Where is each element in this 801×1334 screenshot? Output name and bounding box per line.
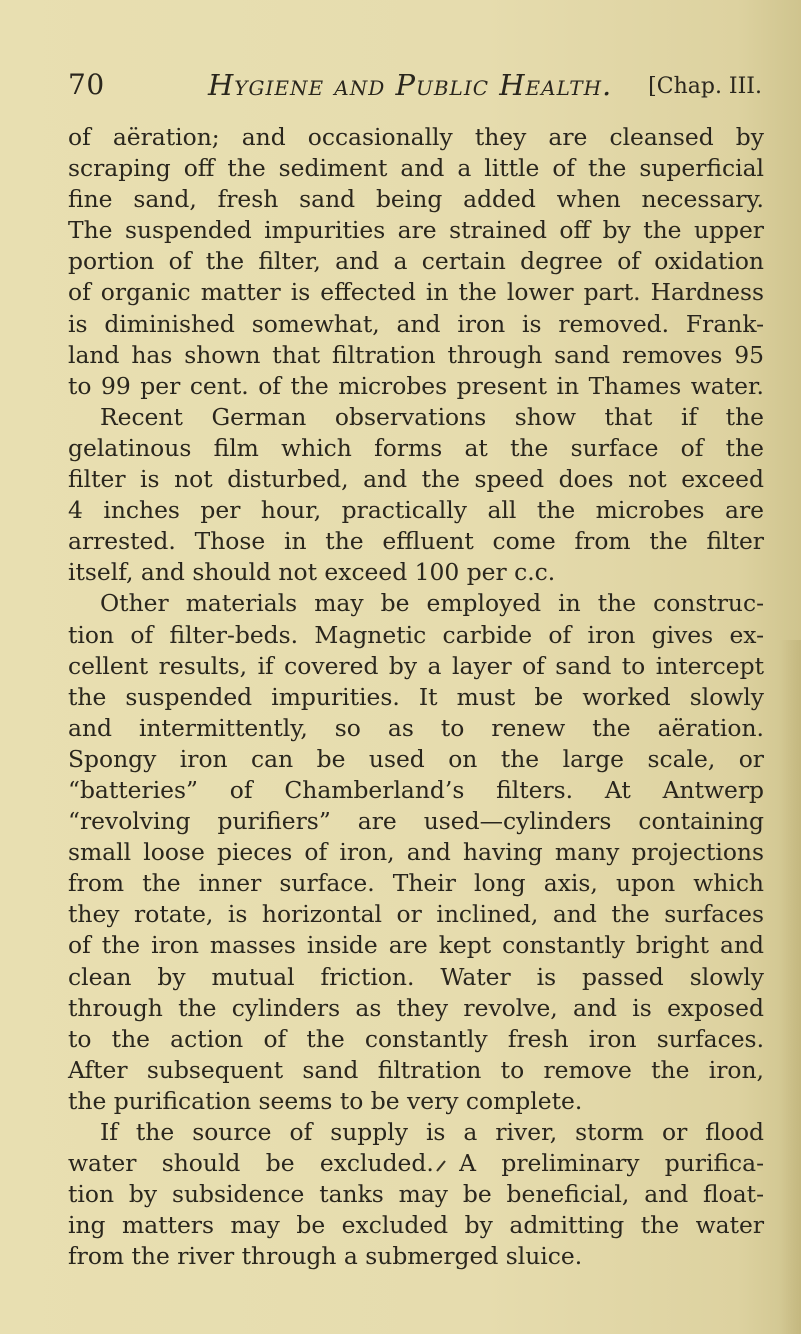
text-line: they rotate, is horizontal or inclined, and the surfaces <box>68 900 764 929</box>
text-line: arrested. Those in the effluent come from the filter <box>68 527 764 556</box>
paragraph-end-line: from the river through a submerged sluice. <box>68 1242 583 1271</box>
text-line: is diminished somewhat, and iron is removed. Frank- <box>68 309 764 338</box>
text-line: 4 inches per hour, practically all the microbes are <box>68 496 764 525</box>
text-line: fine sand, fresh sand being added when necessary. <box>68 185 764 214</box>
print-mark-icon <box>436 1160 446 1172</box>
paragraph-start-line: If the source of supply is a river, storm or flood <box>100 1118 764 1146</box>
text-line: tion by subsidence tanks may be beneficial, and float- <box>68 1180 764 1209</box>
text-line: to 99 per cent. of the microbes present in Thames water. <box>68 371 764 400</box>
text-line: Spongy iron can be used on the large scale, or <box>68 744 764 773</box>
text-line: from the inner surface. Their long axis, upon which <box>68 869 764 898</box>
text-line: of organic matter is effected in the lower part. Hardness <box>68 278 764 307</box>
text-line: The suspended impurities are strained off by the upper <box>68 216 764 245</box>
body-text <box>68 122 764 1272</box>
text-line: ing matters may be excluded by admitting the water <box>68 1211 764 1240</box>
text-line: the suspended impurities. It must be worked slowly <box>68 682 764 711</box>
text-line: cellent results, if covered by a layer of sand to intercept <box>68 651 764 680</box>
text-line: to the action of the constantly fresh iron surfaces. <box>68 1024 764 1053</box>
page-number: 70 <box>68 68 105 101</box>
text-line: portion of the filter, and a certain degree of oxidation <box>68 247 764 276</box>
paragraph-start-line: Recent German observations show that if the <box>100 402 764 431</box>
paragraph-end-line: the purification seems to be very complete. <box>68 1086 583 1115</box>
running-title: Hygiene and Public Health. <box>208 68 613 102</box>
text-line: “revolving purifiers” are used—cylinders containing <box>68 807 764 836</box>
text-line: gelatinous film which forms at the surface of the <box>68 433 764 462</box>
text-line: clean by mutual friction. Water is passed slowly <box>68 962 764 991</box>
text-line: small loose pieces of iron, and having many projections <box>68 838 764 867</box>
text-line: After subsequent sand filtration to remove the iron, <box>68 1055 764 1084</box>
text-line: of aëration; and occasionally they are cleansed by <box>68 123 764 151</box>
text-line: scraping off the sediment and a little of the superficial <box>68 154 764 183</box>
page-edge-stain <box>779 640 801 1334</box>
text-line: and intermittently, so as to renew the aëration. <box>68 713 764 742</box>
paragraph-start-line: Other materials may be employed in the construc- <box>100 589 764 618</box>
paragraph-end-line: itself, and should not exceed 100 per c.c. <box>68 558 556 587</box>
text-line: “batteries” of Chamberland’s filters. At Antwerp <box>68 775 764 804</box>
page-header <box>68 68 768 108</box>
text-line: filter is not disturbed, and the speed does not exceed <box>68 465 764 494</box>
text-line: land has shown that filtration through sand removes 95 <box>68 340 764 369</box>
text-line: of the iron masses inside are kept constantly bright and <box>68 931 764 960</box>
chapter-label: [Chap. III. <box>648 74 762 99</box>
text-line: water should be excluded. A preliminary purifica- <box>68 1149 764 1178</box>
text-line: tion of filter-beds. Magnetic carbide of iron gives ex- <box>68 620 764 649</box>
text-line: through the cylinders as they revolve, and is exposed <box>68 993 764 1022</box>
